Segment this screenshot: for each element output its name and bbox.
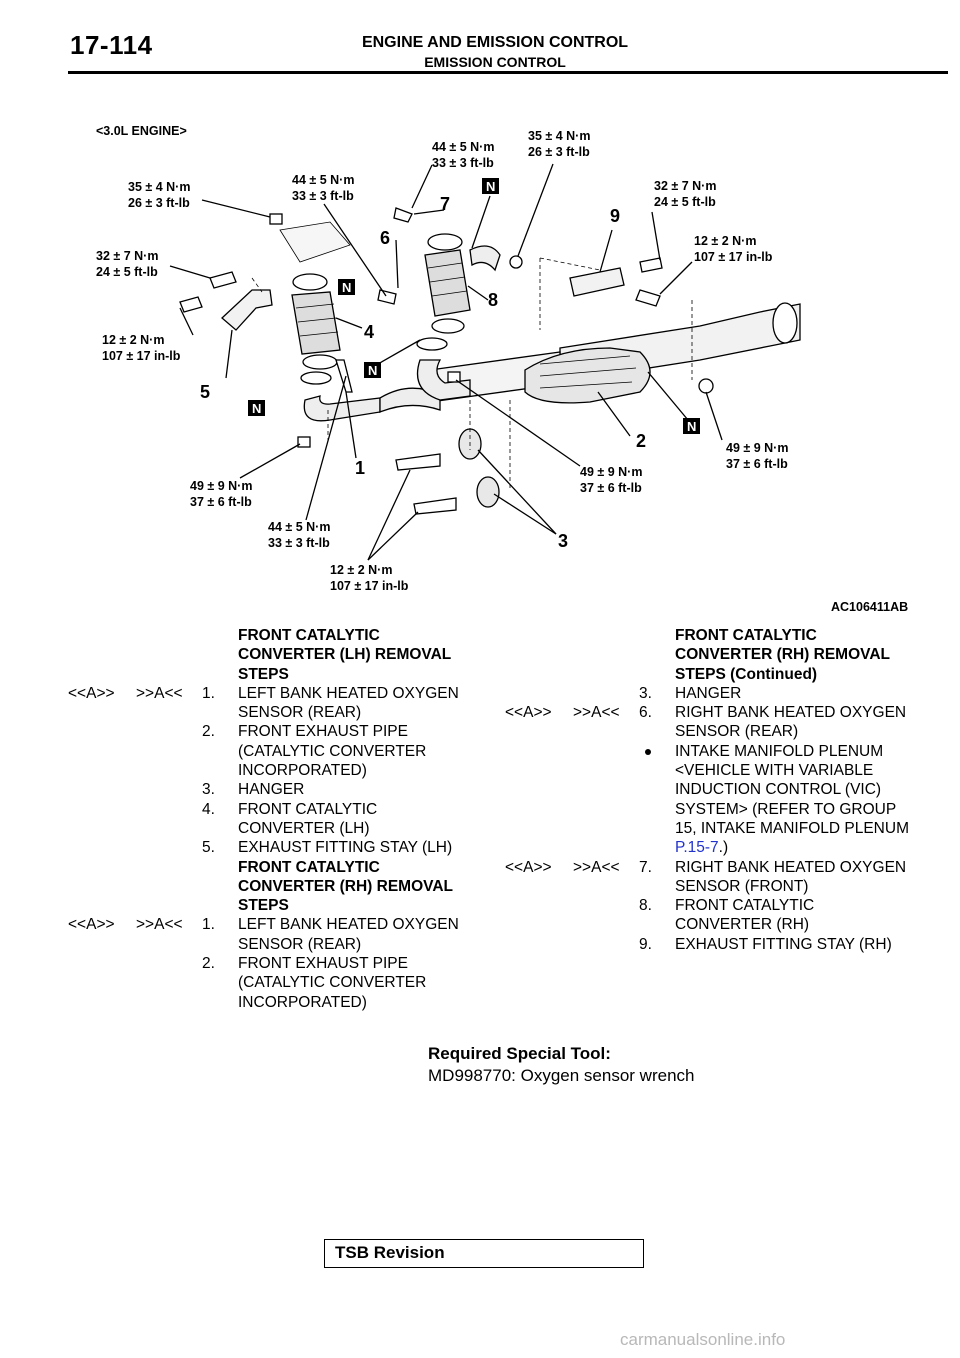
left-column [68,626,488,1012]
callout-8: 8 [488,290,499,310]
svg-text:26 ± 3 ft-lb: 26 ± 3 ft-lb [528,145,590,159]
svg-text:24 ± 5 ft-lb: 24 ± 5 ft-lb [654,195,716,209]
rh-continued-heading: FRONT CATALYTIC CONVERTER (RH) REMOVAL STEPS (Continued) [675,627,890,683]
exhaust-diagram [0,0,960,620]
callout-1: 1 [355,458,366,478]
figure-id: AC106411AB [831,600,909,614]
tsb-revision-box [324,1239,644,1268]
svg-text:44 ± 5 N·m: 44 ± 5 N·m [292,173,355,187]
rh-removal-heading: FRONT CATALYTIC CONVERTER (RH) REMOVAL STEPS [238,858,453,915]
step-row: <<A>> >>A<< 1. LEFT BANK HEATED OXYGEN SENSOR (REAR) [68,684,459,722]
svg-text:N: N [687,419,697,434]
svg-text:49 ± 9 N·m: 49 ± 9 N·m [190,479,253,493]
svg-text:26 ± 3 ft-lb: 26 ± 3 ft-lb [128,196,190,210]
svg-text:44 ± 5 N·m: 44 ± 5 N·m [268,520,331,534]
page-subtitle: EMISSION CONTROL [424,54,566,70]
svg-text:107 ± 17 in-lb: 107 ± 17 in-lb [330,579,409,593]
bullet-icon [645,749,651,755]
step-row: 2. FRONT EXHAUST PIPE (CATALYTIC CONVERTER INCORPORATED) [202,723,427,780]
svg-text:35 ± 4 N·m: 35 ± 4 N·m [528,129,591,143]
callout-5: 5 [200,382,211,402]
step-row: 5. EXHAUST FITTING STAY (LH) [202,839,453,857]
svg-text:107 ± 17 in-lb: 107 ± 17 in-lb [102,349,181,363]
step-row: <<A>> >>A<< 6. RIGHT BANK HEATED OXYGEN SENSOR (REAR) [505,704,907,741]
lh-removal-heading: FRONT CATALYTIC CONVERTER (LH) REMOVAL STEPS [238,627,451,683]
special-tool-item: MD998770: Oxygen sensor wrench [428,1066,695,1085]
bullet-row: INTAKE MANIFOLD PLENUM <VEHICLE WITH VARIABLE INDUCTION CONTROL (VIC) SYSTEM> (REFER TO GROUP 15, INTAKE MANIFOLD PLENUM P.15-7.) [505,742,925,858]
svg-text:35 ± 4 N·m: 35 ± 4 N·m [128,180,191,194]
svg-text:N: N [486,179,496,194]
svg-text:32 ± 7 N·m: 32 ± 7 N·m [654,179,717,193]
svg-text:107 ± 17 in-lb: 107 ± 17 in-lb [694,250,773,264]
special-tool [428,1043,694,1087]
svg-text:37 ± 6 ft-lb: 37 ± 6 ft-lb [580,481,642,495]
page-title: ENGINE AND EMISSION CONTROL [361,34,629,51]
svg-text:12 ± 2 N·m: 12 ± 2 N·m [102,333,165,347]
plenum-reference-link[interactable]: P.15-7 [675,839,719,857]
step-row: 3. HANGER [639,684,742,702]
svg-text:12 ± 2 N·m: 12 ± 2 N·m [330,563,393,577]
page-number: 17-114 [70,30,153,60]
svg-text:N: N [342,280,352,295]
step-row: 9. EXHAUST FITTING STAY (RH) [639,935,892,953]
step-row: 4. FRONT CATALYTIC CONVERTER (LH) [202,800,378,837]
callout-3: 3 [558,531,569,551]
special-tool-title: Required Special Tool: [428,1044,611,1063]
step-row: 8. FRONT CATALYTIC CONVERTER (RH) [639,897,815,934]
right-column [505,626,925,954]
svg-text:33 ± 3 ft-lb: 33 ± 3 ft-lb [268,536,330,550]
step-row: <<A>> >>A<< 7. RIGHT BANK HEATED OXYGEN SENSOR (FRONT) [505,858,907,895]
step-row: 3. HANGER [202,781,305,799]
svg-text:33 ± 3 ft-lb: 33 ± 3 ft-lb [432,156,494,170]
watermark: carmanualsonline.info [620,1330,786,1349]
callout-6: 6 [380,228,391,248]
callout-4: 4 [364,322,375,342]
callout-7: 7 [440,194,451,214]
engine-label: <3.0L ENGINE> [96,124,187,138]
svg-text:32 ± 7 N·m: 32 ± 7 N·m [96,249,159,263]
svg-text:N: N [252,401,262,416]
svg-text:24 ± 5 ft-lb: 24 ± 5 ft-lb [96,265,158,279]
tsb-revision-label: TSB Revision [335,1243,445,1262]
svg-text:33 ± 3 ft-lb: 33 ± 3 ft-lb [292,189,354,203]
svg-text:N: N [368,363,378,378]
svg-text:37 ± 6 ft-lb: 37 ± 6 ft-lb [190,495,252,509]
callout-9: 9 [610,206,621,226]
svg-text:12 ± 2 N·m: 12 ± 2 N·m [694,234,757,248]
svg-text:49 ± 9 N·m: 49 ± 9 N·m [580,465,643,479]
svg-text:44 ± 5 N·m: 44 ± 5 N·m [432,140,495,154]
callout-2: 2 [636,431,647,451]
svg-text:49 ± 9 N·m: 49 ± 9 N·m [726,441,789,455]
step-row: 2. FRONT EXHAUST PIPE (CATALYTIC CONVERTER INCORPORATED) [202,955,427,1011]
svg-text:37 ± 6 ft-lb: 37 ± 6 ft-lb [726,457,788,471]
step-row: <<A>> >>A<< 1. LEFT BANK HEATED OXYGEN SENSOR (REAR) [68,916,459,953]
